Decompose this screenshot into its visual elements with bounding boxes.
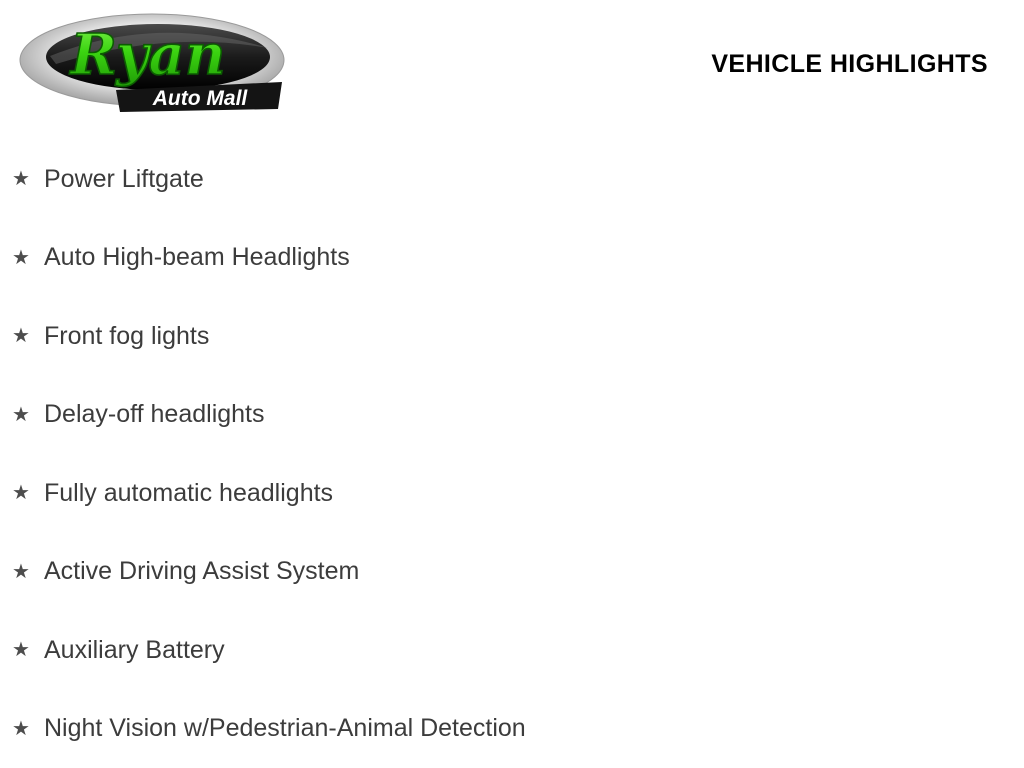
list-item-label: Active Driving Assist System <box>44 557 360 586</box>
list-item <box>0 611 1024 690</box>
star-icon: ★ <box>12 246 30 269</box>
list-item-label: Power Liftgate <box>44 164 204 193</box>
star-icon: ★ <box>12 403 30 426</box>
list-item <box>0 690 1024 768</box>
list-item <box>0 376 1024 455</box>
list-item-label: Auxiliary Battery <box>44 635 225 664</box>
list-item-label: Night Vision w/Pedestrian-Animal Detection <box>44 714 526 743</box>
list-item-label: Auto High-beam Headlights <box>44 243 350 272</box>
list-item <box>0 454 1024 533</box>
vehicle-highlights-list <box>0 140 1024 768</box>
list-item <box>0 533 1024 612</box>
list-item-label: Fully automatic headlights <box>44 478 334 507</box>
star-icon: ★ <box>12 560 30 583</box>
star-icon: ★ <box>12 168 30 191</box>
page-header <box>0 0 1024 128</box>
logo-brand-script: Ryan <box>70 22 226 88</box>
svg-text:Auto Mall: Auto Mall <box>152 87 248 110</box>
star-icon: ★ <box>12 325 30 348</box>
star-icon: ★ <box>12 717 30 740</box>
list-item <box>0 297 1024 376</box>
list-item-label: Delay-off headlights <box>44 400 265 429</box>
star-icon: ★ <box>12 639 30 662</box>
ryan-auto-mall-logo <box>16 8 288 120</box>
list-item <box>0 219 1024 298</box>
star-icon: ★ <box>12 482 30 505</box>
list-item <box>0 140 1024 219</box>
page-title: VEHICLE HIGHLIGHTS <box>711 50 988 78</box>
list-item-label: Front fog lights <box>44 321 210 350</box>
